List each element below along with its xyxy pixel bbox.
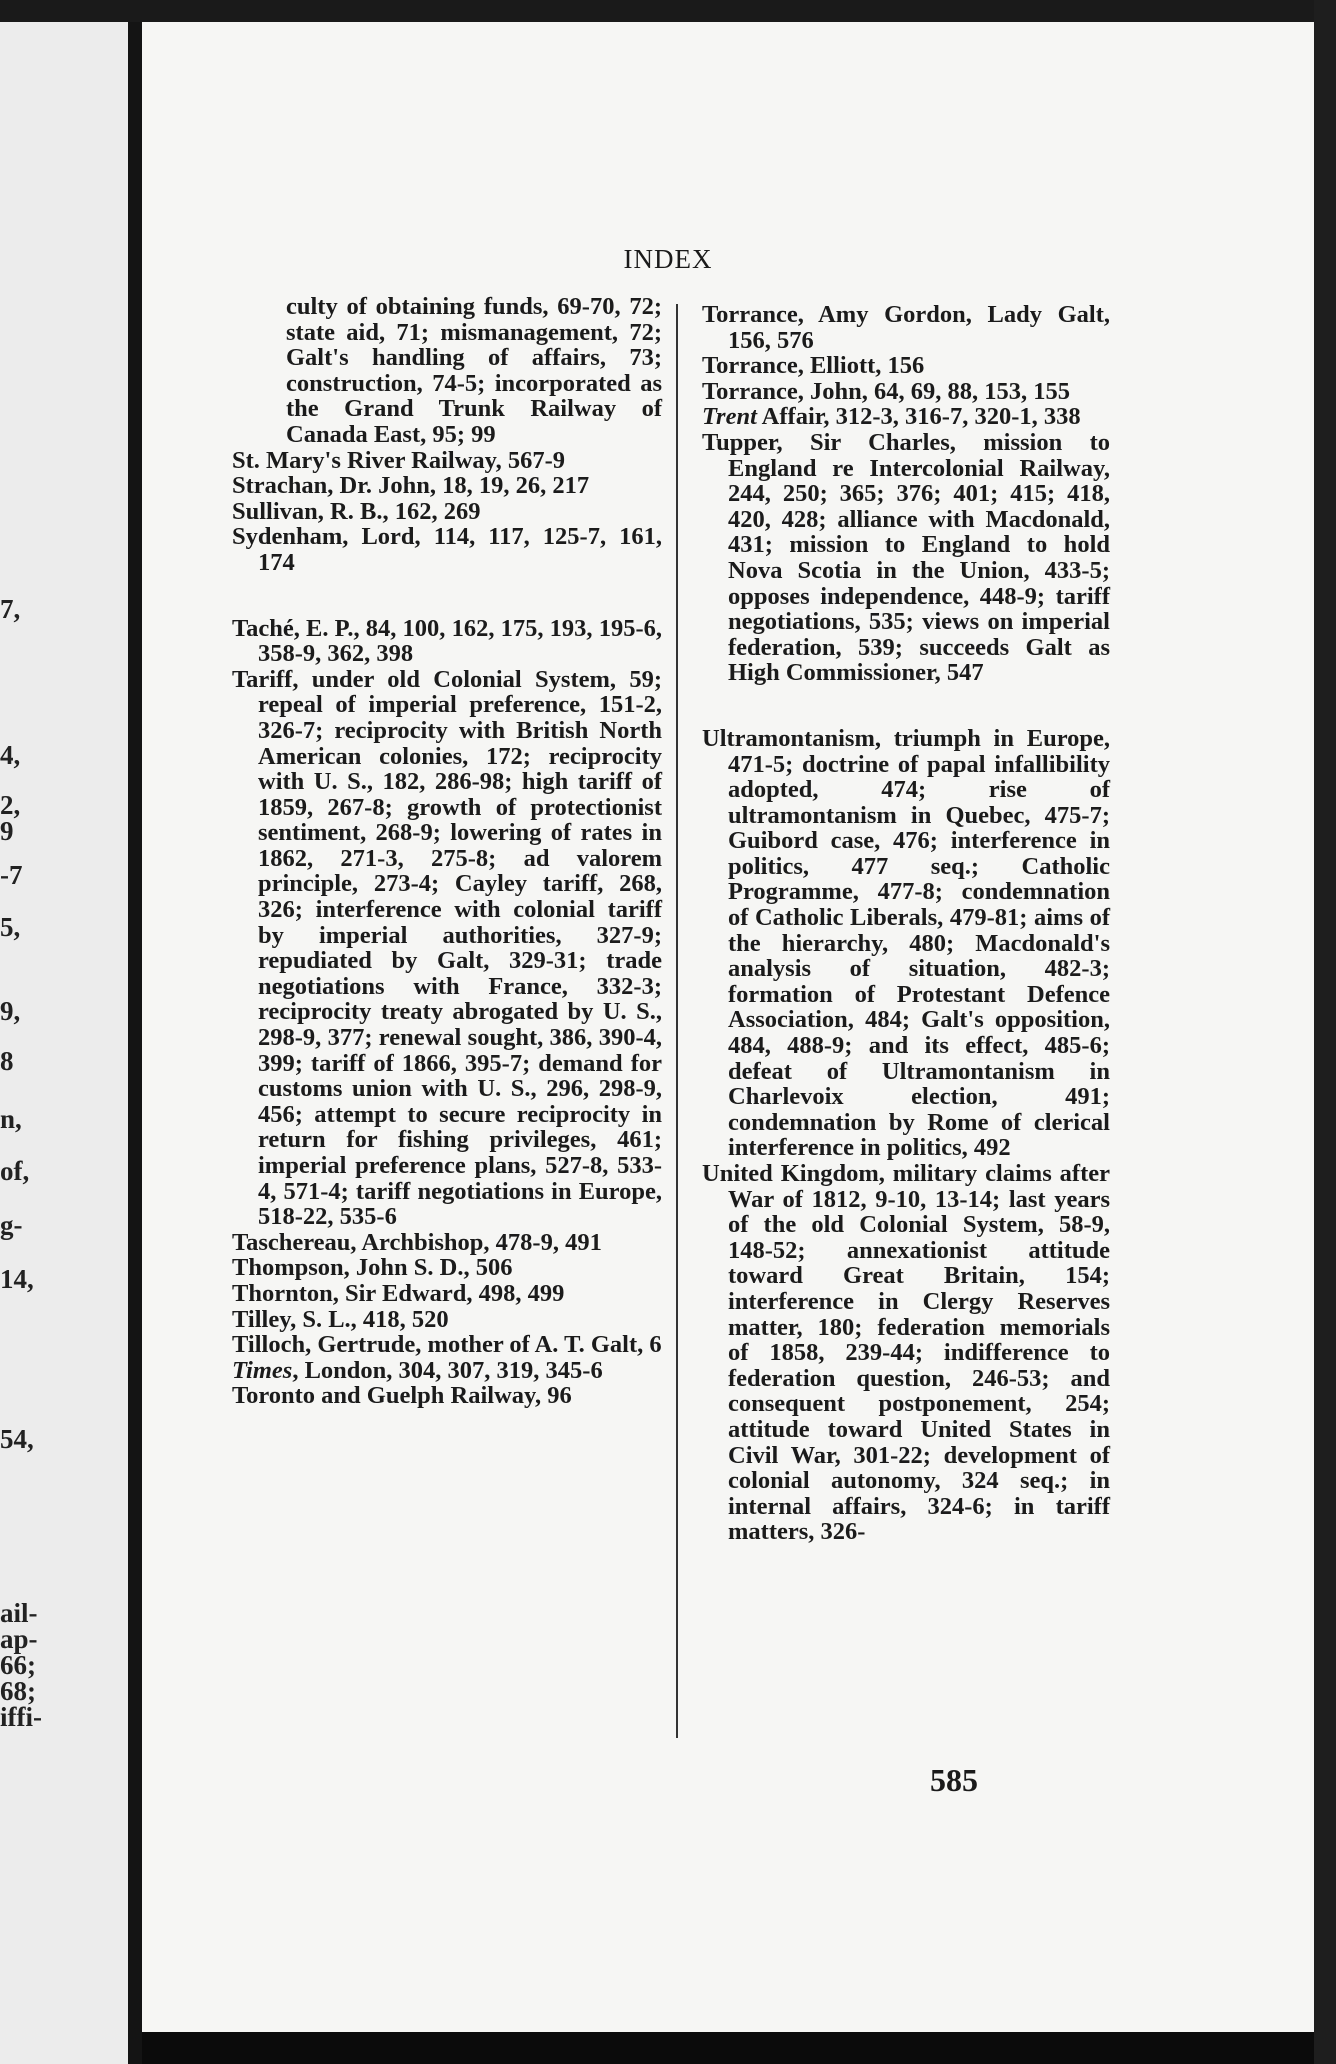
index-entry: culty of obtaining funds, 69-70, 72; state aid, 71; mismanagement, 72; Galt's handling of affairs, 73; construction, 74-5; incorporated as the Grand Trunk Railway of Canada East, 95; 99 [286,293,662,448]
column-rule [676,304,678,1738]
left-page-fragment: -7 [0,860,23,890]
left-page-fragment: 8 [0,1046,14,1076]
index-entry: Taschereau, Archbishop, 478-9, 491 [232,1228,602,1256]
left-page-fragment: 66; [0,1650,36,1680]
italic-title: Times [232,1356,293,1384]
index-column-right [702,302,1110,1545]
page-title: INDEX [623,244,713,274]
left-page-fragment: 4, [0,740,21,770]
index-entry: Tupper, Sir Charles, mission to England re Intercolonial Railway, 244, 250; 365; 376; 401; 415; 418, 420, 428; alliance with Macdonald, 431; mission to England to hold Nova Scotia in the Union, 433-5; opposes independence, 448-9; tariff negotiations, 535; views on imperial federation, 539; succeeds Galt as High Commissioner, 547 [702,428,1110,687]
italic-title: Trent [702,403,757,431]
index-entry-text: Affair, 312-3, 316-7, 320-1, 338 [756,403,1081,431]
index-entry: Tilley, S. L., 418, 520 [232,1305,449,1333]
page-number: 585 [930,1762,978,1798]
right-edge [1314,0,1336,2064]
index-entry: Taché, E. P., 84, 100, 162, 175, 193, 195-6, 358-9, 362, 398 [232,614,662,668]
book-spine [128,0,142,2064]
section-gap [232,576,662,616]
left-page-fragment: 9 [0,816,14,846]
index-entry: Torrance, Elliott, 156 [702,352,925,380]
index-entry: Torrance, Amy Gordon, Lady Galt, 156, 576 [702,301,1110,354]
index-entry: Tariff, under old Colonial System, 59; repeal of imperial preference, 151-2, 326-7; reciprocity with British North American colonies, 172; reciprocity with U. S., 182, 286-98; high tariff of 1859, 267-8; growth of protectionist sentiment, 268-9; lowering of rates in 1862, 271-3, 275-8; ad valorem principle, 273-4; Cayley tariff, 268, 326; interference with colonial tariff by imperial authorities, 327-9; repudiated by Galt, 329-31; trade negotiations with France, 332-3; reciprocity treaty abrogated by U. S., 298-9, 377; renewal sought, 386, 390-4, 399; tariff of 1866, 395-7; demand for customs union with U. S., 296, 298-9, 456; attempt to secure reciprocity in return for fishing privileges, 461; imperial preference plans, 527-8, 533-4, 571-4; tariff negotiations in Europe, 518-22, 535-6 [232,665,662,1231]
left-page-fragment: 68; [0,1676,36,1706]
index-entry: Tilloch, Gertrude, mother of A. T. Galt, 6 [232,1331,662,1359]
index-entry: Thornton, Sir Edward, 498, 499 [232,1279,565,1307]
index-entry: Sullivan, R. B., 162, 269 [232,497,481,525]
left-page-fragment: 14, [0,1264,34,1294]
section-gap [702,686,1110,726]
index-entry-text: , London, 304, 307, 319, 345-6 [292,1356,603,1384]
left-page-fragment: 54, [0,1424,34,1454]
index-column-left [232,294,662,1409]
index-entry: Strachan, Dr. John, 18, 19, 26, 217 [232,472,590,500]
index-entry [232,1358,662,1384]
index-entry: Thompson, John S. D., 506 [232,1254,513,1282]
index-entry: Torrance, John, 64, 69, 88, 153, 155 [702,377,1070,405]
index-entry: Ultramontanism, triumph in Europe, 471-5; doctrine of papal infallibility adopted, 474; rise of ultramontanism in Quebec, 475-7; Guibord case, 476; interference in politics, 477 seq.; Catholic Programme, 477-8; condemnation of Catholic Liberals, 479-81; aims of the hierarchy, 480; Macdonald's analysis of situation, 482-3; formation of Protestant Defence Association, 484; Galt's opposition, 484, 488-9; and its effect, 485-6; defeat of Ultramontanism in Charlevoix election, 491; condemnation by Rome of clerical interference in politics, 492 [702,724,1110,1162]
index-entry: St. Mary's River Railway, 567-9 [232,446,565,474]
index-entry: United Kingdom, military claims after War of 1812, 9-10, 13-14; last years of the old Colonial System, 58-9, 148-52; annexationist attitude toward Great Britain, 154; interference in Clergy Reserves matter, 180; federation memorials of 1858, 239-44; indifference to federation question, 246-53; and consequent postponement, 254; attitude toward United States in Civil War, 301-22; development of colonial autonomy, 324 seq.; in internal affairs, 324-6; in tariff matters, 326- [702,1160,1110,1546]
left-page-fragment: ail- [0,1598,38,1628]
left-page-fragment: of, [0,1156,30,1186]
left-page-fragment: 5, [0,912,21,942]
left-page-fragment: g- [0,1210,23,1240]
left-page-fragment: iffi- [0,1702,42,1732]
index-entry: Toronto and Guelph Railway, 96 [232,1382,572,1410]
left-page-fragment: 7, [0,594,21,624]
left-page-fragment: n, [0,1104,22,1134]
left-page-edge [0,0,128,2064]
left-page-fragment: 9, [0,996,21,1026]
index-entry [702,404,1110,430]
left-page-fragment: ap- [0,1624,38,1654]
index-entry: Sydenham, Lord, 114, 117, 125-7, 161, 174 [232,523,662,576]
left-page-fragment: 2, [0,790,21,820]
top-edge [0,0,1336,22]
